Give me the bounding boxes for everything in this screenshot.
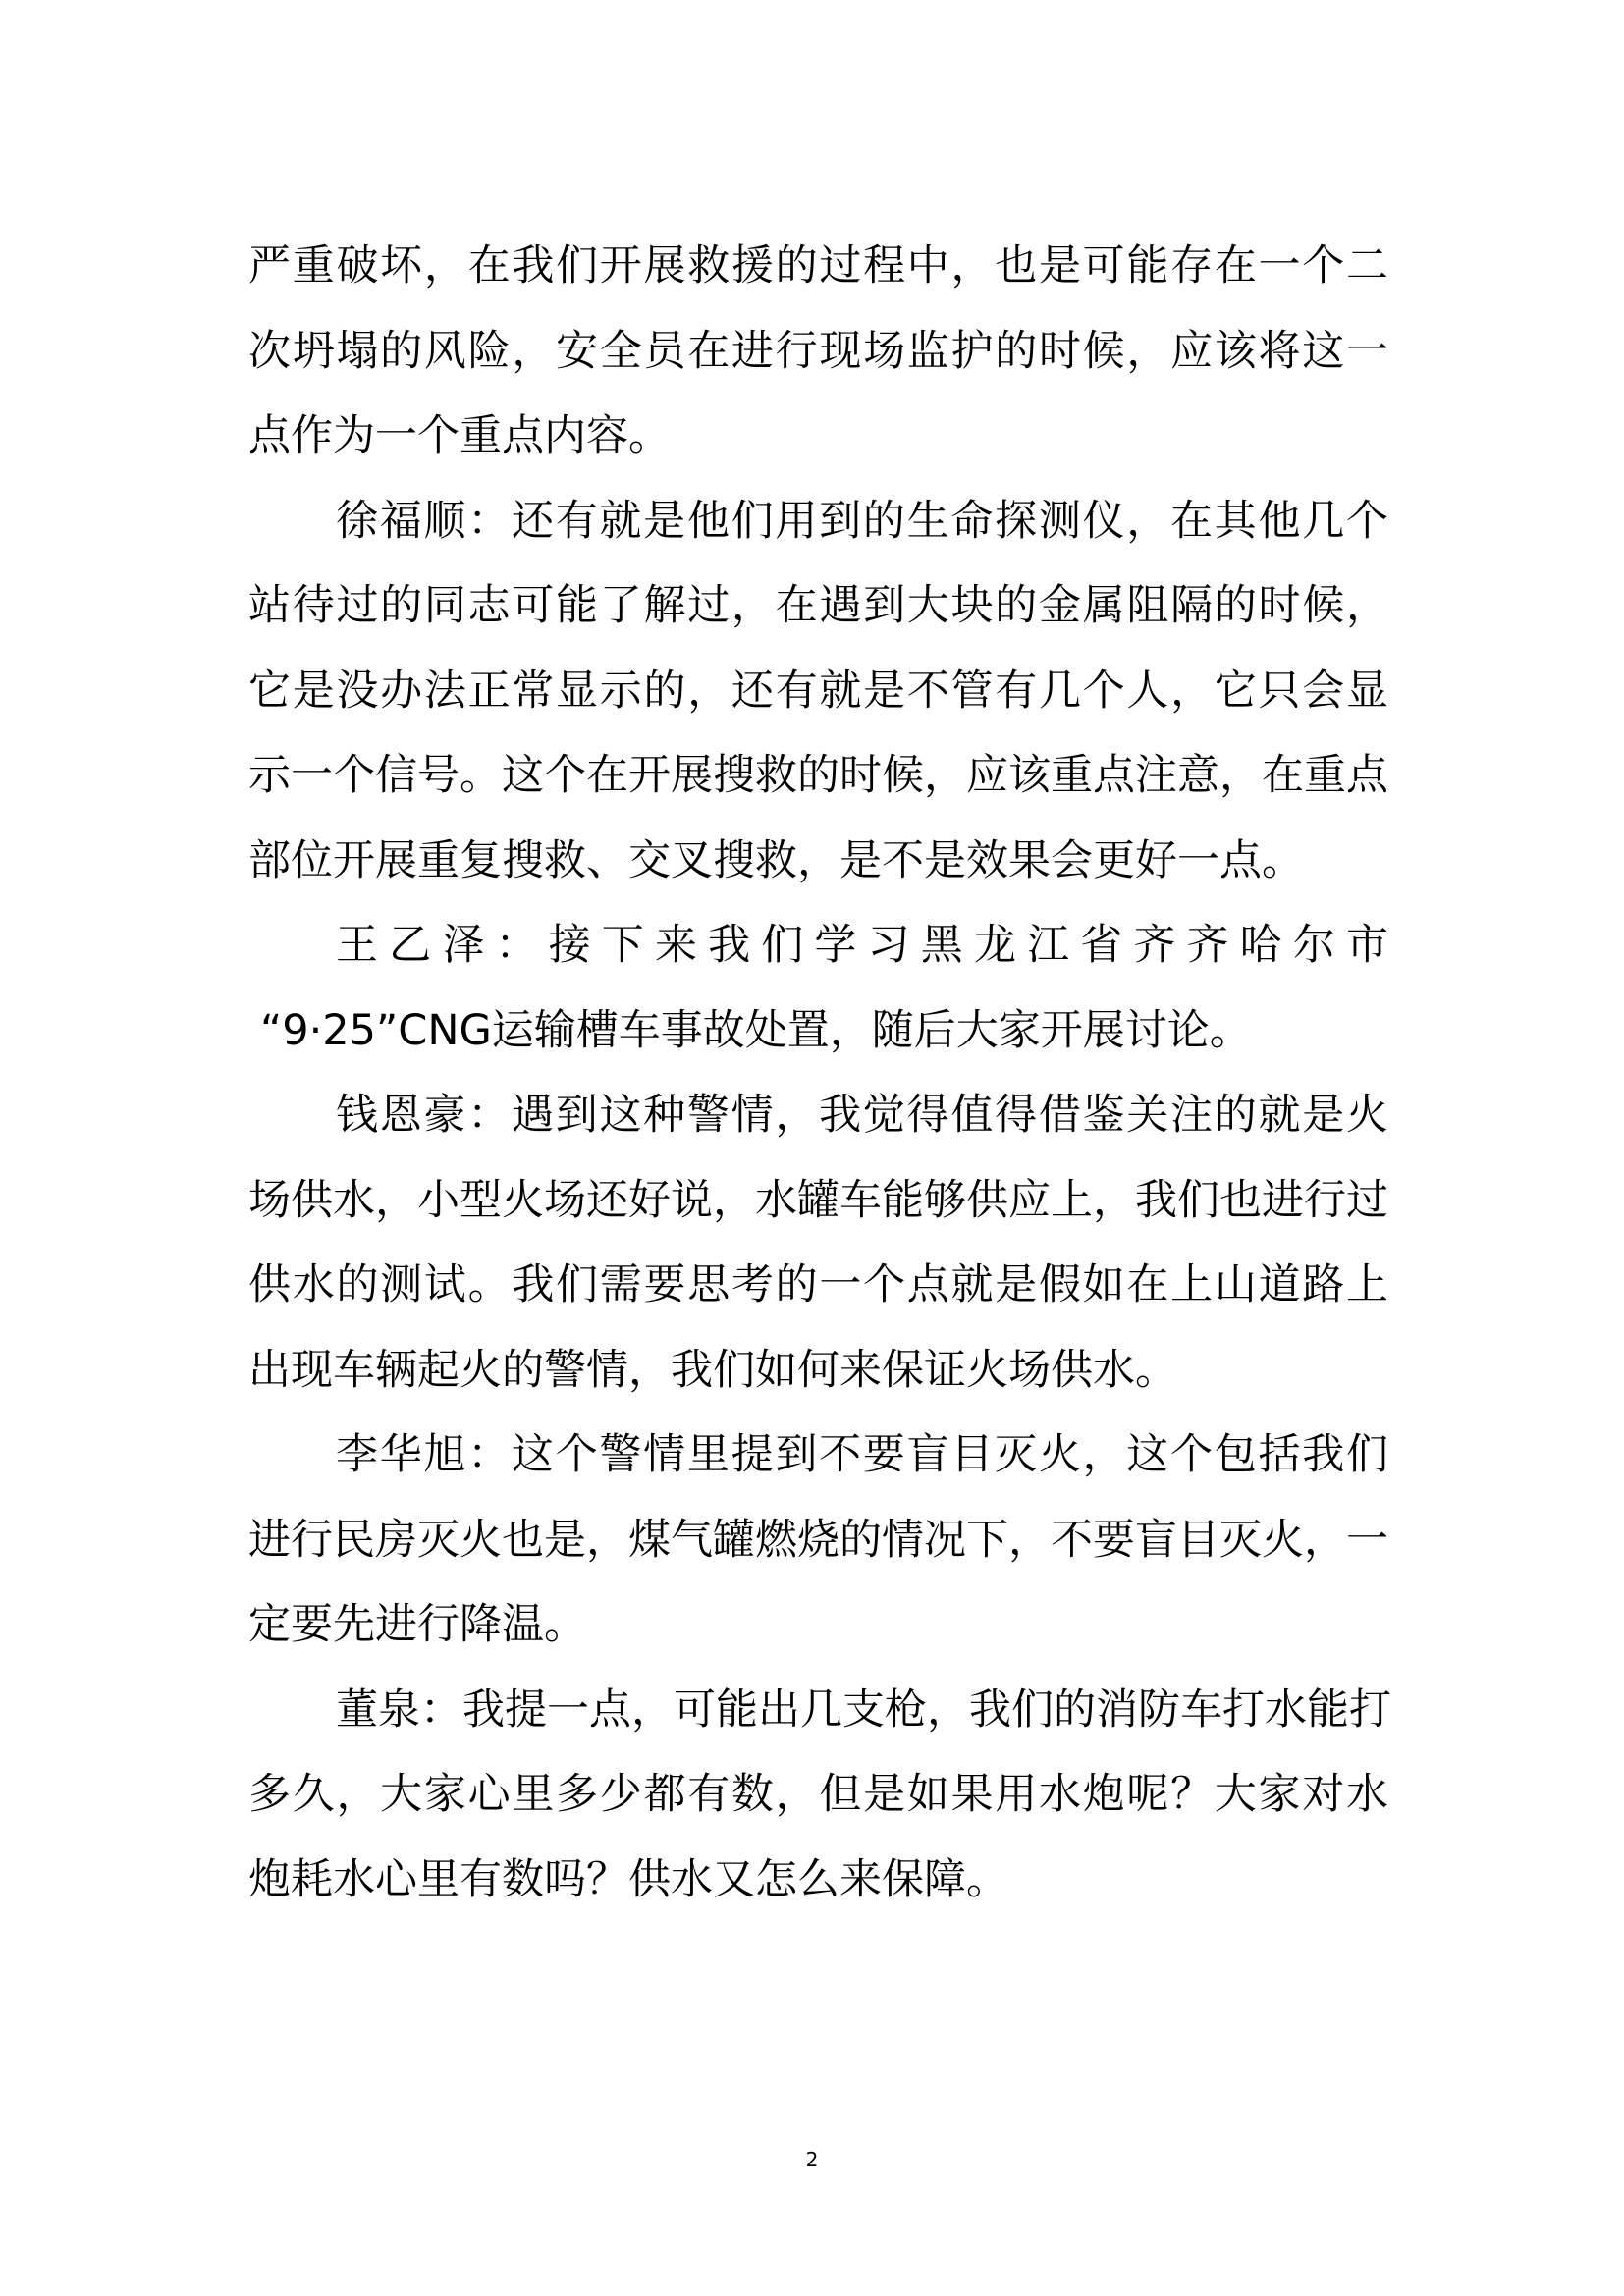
text-line: 徐福顺：还有就是他们用到的生命探测仪，在其他几个	[336, 496, 1388, 546]
text-line: 钱恩豪：遇到这种警情，我觉得值得借鉴关注的就是火	[336, 1091, 1388, 1140]
text-line: 严重破坏，在我们开展救援的过程中，也是可能存在一个二	[248, 241, 1388, 291]
text-line: 多久，大家心里多少都有数，但是如果用水炮呢？大家对水	[248, 1770, 1388, 1819]
paragraph	[248, 903, 1388, 1073]
text-line: 供水的测试。我们需要思考的一个点就是假如在上山道路上	[248, 1260, 1388, 1309]
text-line: 点作为一个重点内容。	[248, 411, 671, 460]
text-line: 李华旭：这个警情里提到不要盲目灭火，这个包括我们	[336, 1430, 1388, 1479]
text-line: 部位开展重复搜救、交叉搜救，是不是效果会更好一点。	[248, 835, 1304, 885]
paragraph	[248, 1413, 1388, 1668]
document-body	[248, 224, 1391, 1922]
text-line: 王乙泽：接下来我们学习黑龙江省齐齐哈尔市	[336, 921, 1388, 970]
text-line: 次坍塌的风险，安全员在进行现场监护的时候，应该将这一	[248, 326, 1388, 376]
text-line: 董泉：我提一点，可能出几支枪，我们的消防车打水能打	[336, 1684, 1391, 1735]
paragraph	[248, 479, 1388, 904]
text-line: 进行民房灭火也是，煤气罐燃烧的情况下，不要盲目灭火，一	[248, 1515, 1388, 1565]
text-line: 站待过的同志可能了解过，在遇到大块的金属阻隔的时候，	[248, 581, 1388, 630]
text-line: 炮耗水心里有数吗？供水又怎么来保障。	[248, 1854, 1008, 1904]
paragraph	[248, 1073, 1388, 1413]
text-line: 定要先进行降温。	[248, 1600, 586, 1649]
text-line: 它是没办法正常显示的，还有就是不管有几个人，它只会显	[248, 666, 1388, 716]
text-line: 场供水，小型火场还好说，水罐车能够供应上，我们也进行过	[248, 1175, 1388, 1225]
page-number: 2	[805, 2148, 819, 2171]
text-line: 出现车辆起火的警情，我们如何来保证火场供水。	[248, 1345, 1177, 1395]
paragraph	[248, 1668, 1391, 1923]
text-line: “9·25”CNG运输槽车事故处置，随后大家开展讨论。	[260, 1005, 1252, 1055]
text-line: 示一个信号。这个在开展搜救的时候，应该重点注意，在重点	[248, 751, 1388, 800]
paragraph	[248, 224, 1388, 479]
